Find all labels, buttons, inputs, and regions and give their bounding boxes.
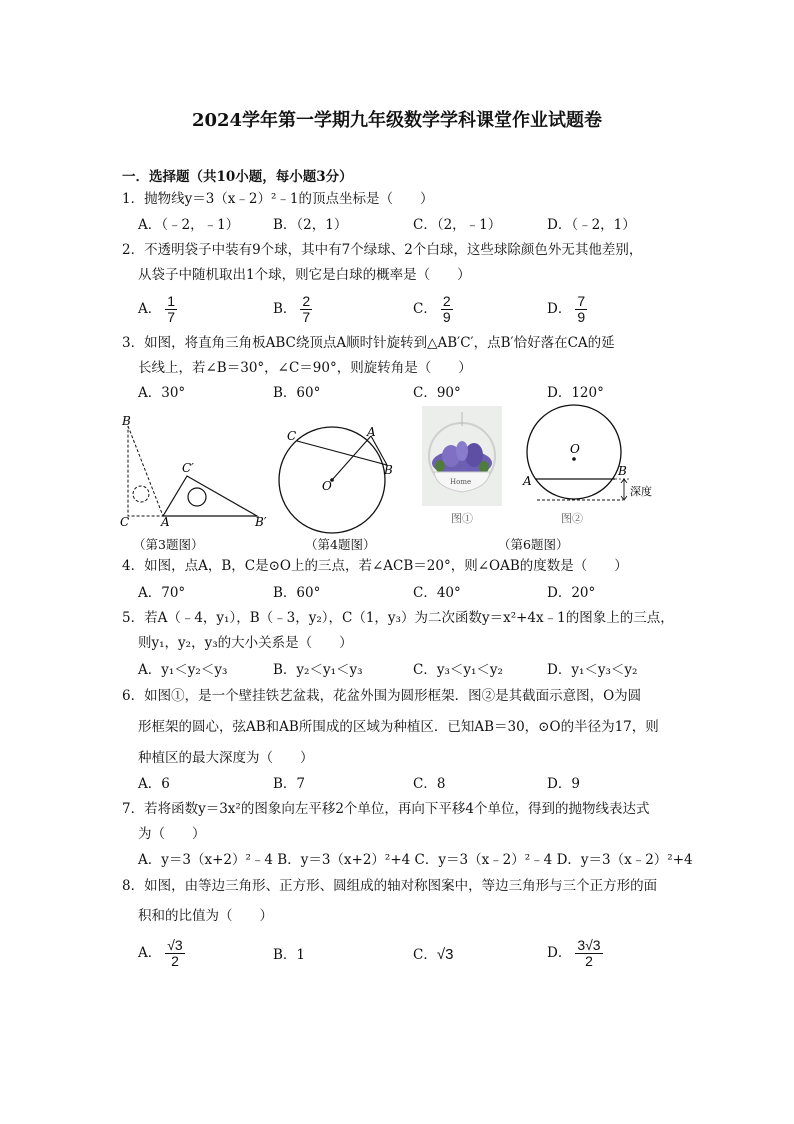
q3-line-2: 长线上，若∠B＝30°，∠C＝90°，则旋转角是（ ）: [138, 360, 472, 376]
q8-line-2: 积和的比值为（ ）: [138, 908, 273, 924]
q2-b-numerator: 2: [302, 293, 311, 309]
q8-option-b: B．1: [273, 947, 306, 963]
q6-line-1: 6．如图①，是一个壁挂铁艺盆栽，花盆外围为圆形框架．图②是其截面示意图，O为圆: [122, 688, 642, 704]
q1-option-a: A．（﹣2，﹣1）: [138, 217, 240, 233]
q5-line-2: 则y₁，y₂，y₃的大小关系是（ ）: [138, 635, 353, 651]
q8-a-denominator: 2: [171, 953, 179, 969]
q2-line-1: 2．不透明袋子中装有9个球，其中有7个绿球、2个白球，这些球除颜色外无其他差别，: [122, 242, 643, 258]
q8-option-a: A． $\frac{√3}{2}$: [138, 937, 183, 969]
q2-d-numerator: 7: [577, 293, 586, 309]
q8-option-d: D． $\frac{3√3}{2}$: [547, 937, 601, 969]
q2-a-numerator: 1: [167, 293, 176, 309]
q1-option-b: B．（2，1）: [273, 217, 348, 233]
q2-option-d: D． $\frac{7}{9}$: [547, 293, 586, 325]
q7-line-2: 为（ ）: [138, 826, 206, 842]
q8-a-numerator: √3: [167, 937, 183, 953]
q4-option-c: C．40°: [413, 585, 461, 601]
q5-option-b: B．y₂＜y₁＜y₃: [273, 662, 363, 678]
fig6-label-a: A: [523, 474, 532, 488]
section-heading: 一．选择题（共10小题，每小题3分）: [122, 169, 353, 185]
fig4-label-c: C: [287, 429, 297, 443]
q5-option-d: D．y₁＜y₃＜y₂: [547, 662, 638, 678]
q3-option-d: D．120°: [547, 385, 604, 401]
q3-option-c: C．90°: [413, 385, 461, 401]
q8-line-1: 8．如图，由等边三角形、正方形、圆组成的轴对称图案中，等边三角形与三个正方形的面: [122, 878, 658, 894]
fig4-label-o: O: [322, 479, 332, 493]
figure-4-circle: [275, 418, 405, 536]
q5-line-1: 5．若A（﹣4，y₁），B（﹣3，y₂），C（1，y₃）为二次函数y＝x²+4x﹣1的图象上的三点，: [122, 610, 674, 626]
q2-option-b: B． $\frac{2}{7}$: [273, 293, 311, 325]
fig6-label-b: B: [618, 464, 627, 478]
q2-option-c: C． $\frac{2}{9}$: [413, 293, 451, 325]
q5-option-c: C．y₃＜y₁＜y₂: [413, 662, 503, 678]
q8-d-numerator: 3√3: [577, 937, 601, 953]
figure-6-cross-section: [515, 402, 675, 528]
q4-option-d: D．20°: [547, 585, 596, 601]
q2-option-a: A． $\frac{1}{7}$: [138, 293, 176, 325]
q1-option-d: D．（﹣2，1）: [547, 217, 636, 233]
q2-b-denominator: 7: [302, 309, 311, 325]
q8-d-denominator: 2: [585, 953, 593, 969]
fig6-depth-label: 深度: [630, 485, 652, 498]
q6-option-b: B．7: [273, 776, 306, 792]
q3-option-a: A．30°: [138, 385, 186, 401]
fig6-caption: （第6题图）: [498, 537, 569, 552]
q1-stem: 1．抛物线y＝3（x﹣2）²﹣1的顶点坐标是（ ）: [122, 191, 434, 207]
q6-option-a: A．6: [138, 776, 170, 792]
q5-option-a: A．y₁＜y₂＜y₃: [138, 662, 228, 678]
page-title: 2024学年第一学期九年级数学学科课堂作业试题卷: [191, 110, 603, 131]
q6-option-c: C．8: [413, 776, 446, 792]
fig6-label-1: 图①: [451, 512, 473, 525]
q4-option-b: B．60°: [273, 585, 321, 601]
q6-line-3: 种植区的最大深度为（ ）: [138, 750, 314, 766]
q6-line-2: 形框架的圆心，弦AB和AB所围成的区域为种植区．已知AB＝30，⊙O的半径为17，则: [138, 719, 659, 735]
q2-a-denominator: 7: [167, 309, 176, 325]
figure-3-rotated-triangles: [115, 412, 275, 532]
q7-options: A．y＝3（x+2）²﹣4 B．y＝3（x+2）²+4 C．y＝3（x﹣2）²﹣4 D．y＝3（x﹣2）²+4: [138, 852, 693, 868]
fig4-label-b: B: [384, 463, 393, 477]
q2-c-numerator: 2: [442, 293, 451, 309]
q4-stem: 4．如图，点A，B，C是⊙O上的三点，若∠ACB＝20°，则∠OAB的度数是（ ）: [122, 558, 628, 574]
q2-c-denominator: 9: [442, 309, 451, 325]
q2-line-2: 从袋子中随机取出1个球，则它是白球的概率是（ ）: [138, 267, 471, 283]
fig4-label-a: A: [367, 425, 376, 439]
fig4-caption: （第4题图）: [305, 537, 376, 552]
q8-option-c: C．√3: [413, 946, 454, 963]
q6-option-d: D．9: [547, 776, 580, 792]
fig3-caption: （第3题图）: [133, 537, 204, 552]
figure-6-photo: [422, 406, 502, 528]
fig3-label-b: B: [122, 414, 131, 428]
fig3-label-c-prime: C′: [182, 461, 194, 475]
q2-d-denominator: 9: [577, 309, 586, 325]
q4-option-a: A．70°: [138, 585, 186, 601]
q7-line-1: 7．若将函数y＝3x²的图象向左平移2个单位，再向下平移4个单位，得到的抛物线表达式: [122, 801, 650, 817]
q3-line-1: 3．如图，将直角三角板ABC绕顶点A顺时针旋转到△AB′C′，点B′恰好落在CA的延: [122, 335, 615, 351]
fig6-label-2: 图②: [561, 512, 583, 525]
q3-option-b: B．60°: [273, 385, 321, 401]
fig6-photo-text: Home: [450, 478, 472, 486]
fig6-label-o: O: [570, 442, 580, 456]
q1-option-c: C．（2，﹣1）: [413, 217, 502, 233]
fig3-label-a: A: [161, 515, 170, 529]
fig3-label-b-prime: B′: [255, 515, 267, 529]
q8-c-value: √3: [436, 946, 454, 963]
fig3-label-c: C: [120, 515, 130, 529]
